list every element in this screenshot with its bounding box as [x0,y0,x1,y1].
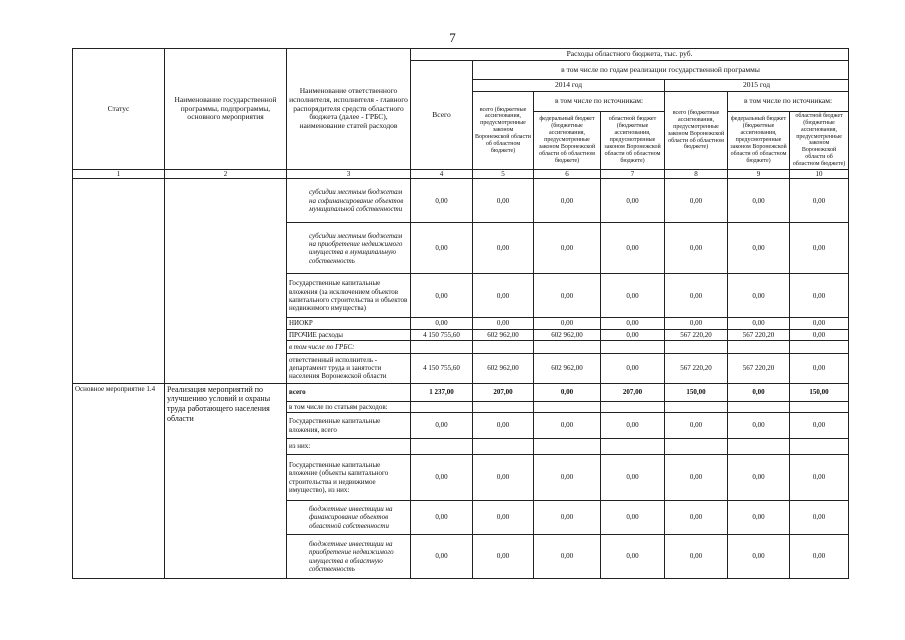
value-cell: 0,00 [601,274,665,318]
value-cell: 0,00 [411,535,473,579]
value-cell: 0,00 [473,179,534,223]
col-number: 9 [728,170,790,179]
value-cell [601,340,665,353]
row-label: бюджетные инвестиции на финансирование объектов областной собственности [287,501,411,535]
value-cell: 0,00 [411,318,473,329]
row-label: бюджетные инвестиции на приобретение недвижимого имущества в областную собственность [287,535,411,579]
row-label: НИОКР [287,318,411,329]
value-cell: 0,00 [728,318,790,329]
value-cell: 0,00 [473,535,534,579]
value-cell: 0,00 [601,318,665,329]
row-label: Государственные капитальные вложения (за исключением объектов капитального строительства и объектов недвижимого имущества) [287,274,411,318]
value-cell: 0,00 [790,455,849,501]
row-label: Государственные капитальные вложение (объекты капитального строительства и недвижимое имущество), из них: [287,455,411,501]
value-cell: 4 150 755,60 [411,329,473,340]
value-cell: 0,00 [473,274,534,318]
row-label: всего [287,383,411,401]
header-col6: федеральный бюджет (бюджетные ассигнования, предусмотренные законом Воронежской области об областном бюджете) [534,111,601,169]
column-number-row [73,170,849,179]
value-cell: 0,00 [728,455,790,501]
value-cell: 567 220,20 [728,329,790,340]
col-number: 8 [665,170,728,179]
col-number: 6 [534,170,601,179]
header-status: Статус [73,49,165,170]
value-cell [665,439,728,455]
value-cell [601,439,665,455]
value-cell: 0,00 [665,501,728,535]
value-cell: 0,00 [790,501,849,535]
value-cell: 0,00 [790,413,849,439]
value-cell: 0,00 [534,535,601,579]
value-cell: 0,00 [473,455,534,501]
value-cell: 0,00 [665,179,728,223]
header-col8: всего (бюджетные ассигнования, предусмотренные законом Воронежской области об областном бюджете) [665,92,728,170]
value-cell: 0,00 [790,318,849,329]
col-number: 3 [287,170,411,179]
status-cell: Основное мероприятие 1.4 [73,383,165,578]
value-cell: 0,00 [601,455,665,501]
header-year-2014: 2014 год [473,80,665,92]
value-cell: 207,00 [473,383,534,401]
table-row [73,383,849,401]
value-cell: 0,00 [728,501,790,535]
value-cell: 0,00 [473,501,534,535]
value-cell: 0,00 [728,535,790,579]
value-cell: 0,00 [790,535,849,579]
header-row-1 [73,49,849,61]
value-cell [411,439,473,455]
value-cell: 0,00 [728,179,790,223]
col-number: 4 [411,170,473,179]
row-label: в том числе по статьям расходов: [287,401,411,412]
value-cell [411,401,473,412]
value-cell: 602 962,00 [473,329,534,340]
header-year-2015: 2015 год [665,80,849,92]
value-cell: 0,00 [534,223,601,274]
value-cell: 0,00 [534,274,601,318]
program-name-cell: Реализация мероприятий по улучшению условий и охраны труда работающего населения области [165,383,287,578]
value-cell: 0,00 [665,274,728,318]
header-col10: областной бюджет (бюджетные ассигнования, предусмотренные законом Воронежской области об областном бюджете) [790,111,849,169]
value-cell [534,340,601,353]
value-cell: 0,00 [411,274,473,318]
value-cell: 0,00 [473,318,534,329]
value-cell: 0,00 [534,413,601,439]
header-total: Всего [411,60,473,169]
value-cell: 0,00 [601,353,665,383]
value-cell: 0,00 [411,413,473,439]
value-cell: 0,00 [728,274,790,318]
value-cell: 0,00 [601,179,665,223]
page-number: 7 [449,30,456,45]
value-cell: 0,00 [411,501,473,535]
value-cell: 0,00 [473,413,534,439]
value-cell: 0,00 [790,353,849,383]
value-cell: 1 237,00 [411,383,473,401]
value-cell: 0,00 [601,329,665,340]
value-cell: 0,00 [728,413,790,439]
value-cell: 602 962,00 [534,353,601,383]
value-cell: 0,00 [790,274,849,318]
value-cell [534,401,601,412]
value-cell: 150,00 [790,383,849,401]
value-cell: 0,00 [411,179,473,223]
row-label: из них: [287,439,411,455]
value-cell [790,401,849,412]
row-label: Государственные капитальные вложения, всего [287,413,411,439]
value-cell: 207,00 [601,383,665,401]
header-by-sources-2015: в том числе по источникам: [728,92,849,112]
value-cell: 0,00 [411,455,473,501]
header-program-name: Наименование государственной программы, подпрограммы, основного мероприятия [165,49,287,170]
value-cell: 0,00 [790,179,849,223]
header-executor: Наименование ответственного исполнителя, исполнителя - главного распорядителя средств областного бюджета (далее - ГРБС), наименование статей расходов [287,49,411,170]
value-cell: 0,00 [534,179,601,223]
value-cell: 150,00 [665,383,728,401]
value-cell [473,439,534,455]
value-cell: 602 962,00 [534,329,601,340]
value-cell: 0,00 [665,413,728,439]
row-label: в том числе по ГРБС: [287,340,411,353]
row-label: ПРОЧИЕ расходы [287,329,411,340]
value-cell: 567 220,20 [728,353,790,383]
header-col9: федеральный бюджет (бюджетные ассигнования, предусмотренные законом Воронежской области об областном бюджете) [728,111,790,169]
header-by-sources-2014: в том числе по источникам: [534,92,665,112]
value-cell [534,439,601,455]
value-cell: 0,00 [728,223,790,274]
value-cell: 0,00 [601,501,665,535]
value-cell: 0,00 [665,535,728,579]
value-cell: 567 220,20 [665,353,728,383]
value-cell [473,340,534,353]
row-label: субсидии местным бюджетам на софинансирование объектов муниципальной собственности [287,179,411,223]
program-cell-empty [165,179,287,384]
value-cell [473,401,534,412]
row-label: субсидии местным бюджетам на приобретение недвижимого имущества в муниципальную собственность [287,223,411,274]
value-cell: 0,00 [601,223,665,274]
value-cell: 0,00 [728,383,790,401]
value-cell: 0,00 [601,535,665,579]
value-cell: 0,00 [473,223,534,274]
value-cell: 0,00 [534,318,601,329]
value-cell [790,439,849,455]
value-cell: 0,00 [665,455,728,501]
col-number: 10 [790,170,849,179]
col-number: 5 [473,170,534,179]
value-cell: 602 962,00 [473,353,534,383]
value-cell: 0,00 [534,501,601,535]
value-cell: 0,00 [665,318,728,329]
value-cell: 0,00 [790,223,849,274]
value-cell: 0,00 [790,329,849,340]
value-cell [665,340,728,353]
col-number: 1 [73,170,165,179]
value-cell: 0,00 [601,413,665,439]
header-by-years: в том числе по годам реализации государственной программы [473,60,849,80]
col-number: 7 [601,170,665,179]
row-label: ответственный исполнитель - департамент труда и занятости населения Воронежской области [287,353,411,383]
value-cell [728,401,790,412]
value-cell: 0,00 [665,223,728,274]
value-cell: 0,00 [534,455,601,501]
value-cell [601,401,665,412]
value-cell [411,340,473,353]
value-cell [728,340,790,353]
value-cell [665,401,728,412]
budget-table [72,48,849,579]
value-cell [790,340,849,353]
table-row [73,179,849,223]
col-number: 2 [165,170,287,179]
header-col7: областной бюджет (бюджетные ассигнования, предусмотренные законом Воронежской области об областном бюджете) [601,111,665,169]
status-cell-empty [73,179,165,384]
header-col5: всего (бюджетные ассигнования, предусмотренные законом Воронежской области об областном бюджете) [473,92,534,170]
value-cell: 0,00 [411,223,473,274]
value-cell: 567 220,20 [665,329,728,340]
header-expenses-title: Расходы областного бюджета, тыс. руб. [411,49,849,61]
value-cell: 0,00 [534,383,601,401]
value-cell [728,439,790,455]
value-cell: 4 150 755,60 [411,353,473,383]
